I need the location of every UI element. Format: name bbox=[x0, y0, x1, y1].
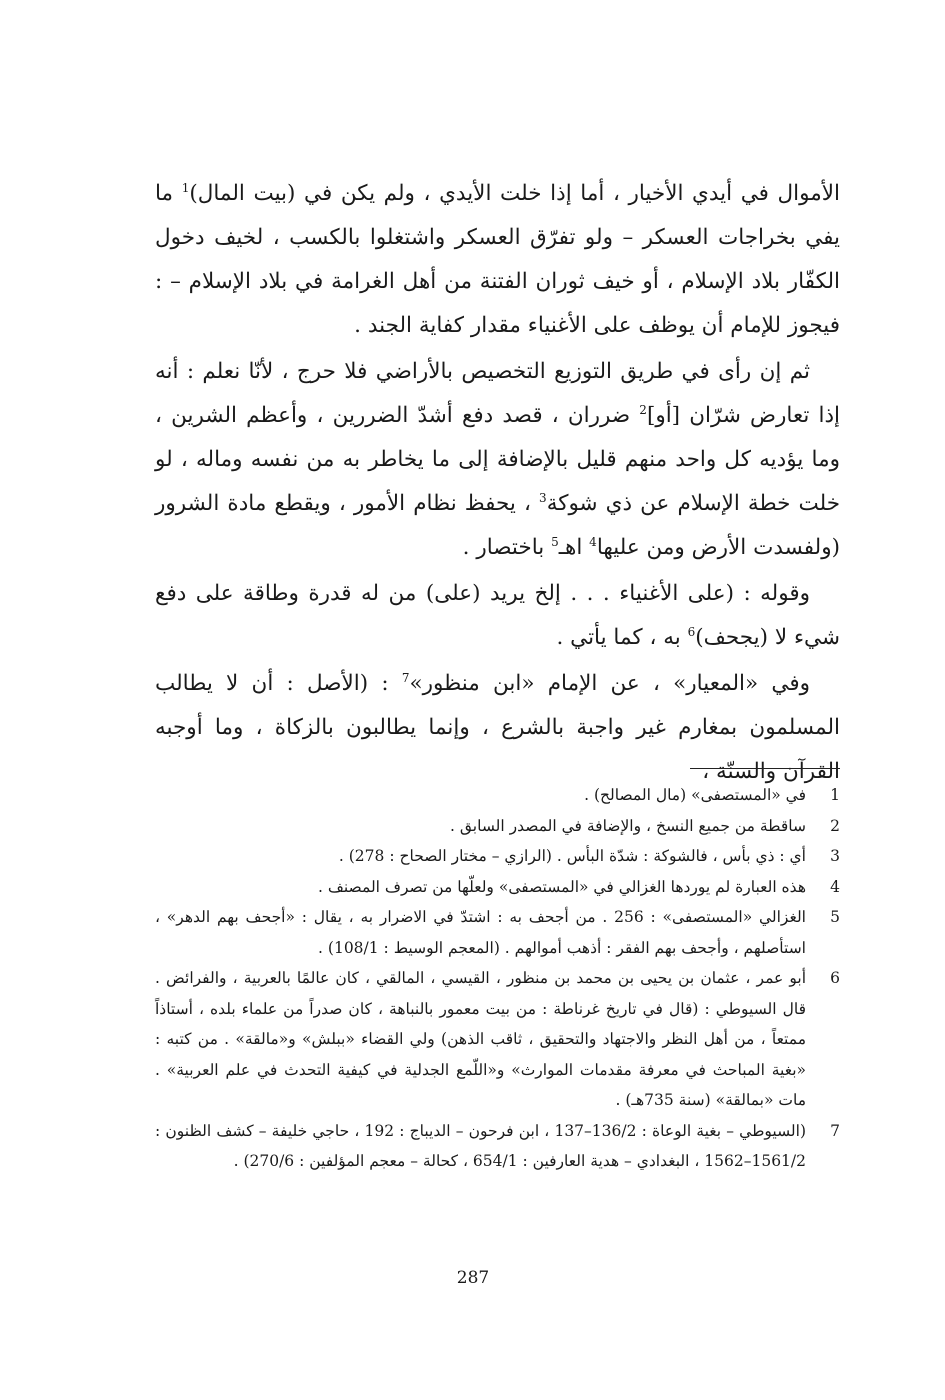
paragraph-2 bbox=[155, 350, 840, 570]
footnote-text: أبو عمر ، عثمان بن يحيى بن محمد بن منظور ، القيسي ، المالقي ، كان عالمًا بالعربية ، والفرائض . قال السيوطي : (قال في تاريخ غرناطة : من بيت معمور بالنباهة ، كان صدراً من علماء بلده ، أستاذاً ممتعاً ، من أهل النظر والاجتهاد والتحقيق ، ثاقب الذهن) ولي القضاء «ببلش» و«مالقة» . من كتبه : «بغية المباحث في معرفة مقدمات الموارث» و«اللّمع الجدلية في كيفية التحدث في علم العربية» . مات «بمالقة» (سنة 735هـ) . bbox=[155, 969, 806, 1109]
footnote-number: 2 bbox=[830, 816, 840, 835]
text-run: به ، كما يأتي . bbox=[556, 625, 688, 650]
text-run: ، يحفظ نظام الأمور ، ويقطع مادة الشرور (ولفسدت الأرض ومن عليها bbox=[155, 491, 840, 560]
footnotes bbox=[155, 780, 840, 1177]
text-run: : (الأصل : أن لا يطالب المسلمون بمغارم غير واجبة بالشرع ، وإنما يطالبون بالزكاة ، وما أوجبه القرآن والسنّة ، bbox=[155, 671, 840, 784]
footnote-ref-3[interactable]: 3 bbox=[539, 490, 547, 505]
footnote-text: ساقطة من جميع النسخ ، والإضافة في المصدر السابق . bbox=[450, 816, 806, 835]
footnote-text: هذه العبارة لم يوردها الغزالي في «المستصفى» ولعلّها من تصرف المصنف . bbox=[317, 877, 806, 896]
footnote-7 bbox=[155, 1116, 840, 1177]
footnote-text: في «المستصفى» (مال المصالح) . bbox=[584, 786, 806, 804]
footnote-1 bbox=[155, 780, 840, 811]
footnote-number: 5 bbox=[830, 908, 840, 926]
text-run: ضرران ، قصد دفع أشدّ الضررين ، وأعظم الشرين ، وما يؤديه كل واحد منهم قليل بالإضافة إلى ما يخاطر به من نفسه وماله ، لو خلت خطة الإسلام عن ذي شوكة bbox=[155, 403, 840, 516]
footnote-ref-2[interactable]: 2 bbox=[639, 402, 647, 417]
text-run: ما يفي بخراجات العسكر – ولو تفرّق العسكر واشتغلوا بالكسب ، لخيف دخول الكفّار بلاد الإسلام ، أو خيف ثوران الفتنة من أهل الغرامة في بلاد الإسلام – : فيجوز للإمام أن يوظف على الأغنياء مقدار كفاية الجند . bbox=[155, 181, 840, 338]
footnote-text: (السيوطي – بغية الوعاة : 136/2–137 ، ابن فرحون – الديباج : 192 ، حاجي خليفة – كشف الظنون : 1561/2–1562 ، البغدادي – هدية العارفين : 654/1 ، كحالة – معجم المؤلفين : 270/6) . bbox=[155, 1121, 806, 1170]
text-run: وفي «المعيار» ، عن الإمام «ابن منظور» bbox=[409, 671, 810, 696]
footnote-text: أي : ذي بأس ، فالشوكة : شدّة البأس . (الرازي – مختار الصحاح : 278) . bbox=[338, 847, 806, 865]
footnote-6 bbox=[155, 963, 840, 1116]
text-run: وقوله : (على الأغنياء . . . إلخ يريد (على) من له قدرة وطاقة على دفع شيء لا (يجحف) bbox=[155, 581, 840, 650]
text-run: باختصار . bbox=[462, 535, 552, 560]
footnote-3 bbox=[155, 841, 840, 872]
footnote-ref-4[interactable]: 4 bbox=[589, 534, 597, 549]
footnote-text: الغزالي «المستصفى» : 256 . من أجحف به : اشتدّ في الاضرار به ، يقال : «أجحف بهم الدهر» ، استأصلهم ، وأجحف بهم الفقر : أذهب أموالهم . (المعجم الوسيط : 108/1) . bbox=[155, 908, 806, 957]
footnote-4 bbox=[155, 872, 840, 903]
footnote-number: 3 bbox=[830, 847, 840, 865]
page-number: 287 bbox=[456, 1268, 490, 1288]
text-run: اهـ bbox=[558, 535, 590, 560]
footnote-number: 7 bbox=[830, 1121, 840, 1140]
paragraph-4 bbox=[155, 662, 840, 794]
footnote-number: 1 bbox=[830, 786, 840, 804]
footnote-ref-5[interactable]: 5 bbox=[551, 534, 559, 549]
footnote-divider bbox=[690, 768, 840, 769]
main-text bbox=[155, 172, 840, 794]
footnote-ref-6[interactable]: 6 bbox=[687, 624, 696, 639]
footnote-5 bbox=[155, 902, 840, 963]
text-run: الأموال في أيدي الأخيار ، أما إذا خلت الأيدي ، ولم يكن في (بيت المال) bbox=[189, 181, 840, 206]
footnote-number: 4 bbox=[830, 877, 840, 896]
footnote-number: 6 bbox=[830, 969, 840, 987]
text-run: ثم إن رأى في طريق التوزيع التخصيص بالأراضي فلا حرج ، لأنّا نعلم : أنه إذا تعارض شرّان [أو] bbox=[155, 359, 840, 428]
footnote-ref-1[interactable]: 1 bbox=[181, 180, 190, 195]
paragraph-1 bbox=[155, 172, 840, 348]
footnote-ref-7[interactable]: 7 bbox=[401, 670, 410, 685]
footnote-2 bbox=[155, 811, 840, 842]
paragraph-3 bbox=[155, 572, 840, 660]
